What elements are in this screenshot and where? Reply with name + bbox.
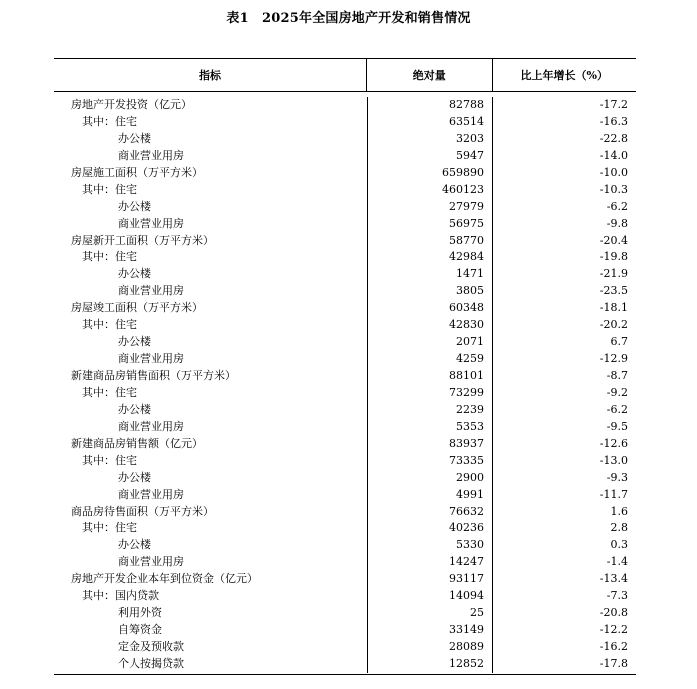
row-label: 其中：住宅 (82, 453, 137, 467)
row-growth: -16.2 (492, 639, 636, 656)
row-label: 房屋竣工面积（万平方米） (71, 301, 203, 315)
table-row (54, 656, 636, 673)
row-growth: -16.3 (492, 114, 636, 131)
table-row (54, 436, 636, 453)
row-value: 83937 (367, 436, 492, 453)
row-growth: -8.7 (492, 368, 636, 385)
row-growth: -10.0 (492, 165, 636, 182)
row-label: 商业营业用房 (118, 487, 184, 501)
row-label: 其中：住宅 (82, 385, 137, 399)
row-growth: -18.1 (492, 300, 636, 317)
row-label: 商业营业用房 (118, 148, 184, 162)
row-value: 2900 (367, 470, 492, 487)
row-growth: -20.8 (492, 605, 636, 622)
row-growth: -14.0 (492, 148, 636, 165)
row-value: 33149 (367, 622, 492, 639)
row-growth: 6.7 (492, 334, 636, 351)
table-row (54, 588, 636, 605)
table-title: 表1 2025年全国房地产开发和销售情况 (226, 11, 471, 26)
row-label: 商业营业用房 (118, 284, 184, 298)
row-label: 自筹资金 (118, 623, 162, 637)
table-row (54, 622, 636, 639)
row-label: 新建商品房销售额（亿元） (71, 436, 203, 450)
table-row (54, 266, 636, 283)
table-row (54, 537, 636, 554)
row-label: 办公楼 (118, 267, 151, 281)
row-value: 42984 (367, 249, 492, 266)
row-value: 73299 (367, 385, 492, 402)
row-label: 商业营业用房 (118, 419, 184, 433)
table-row (54, 148, 636, 165)
row-value: 56975 (367, 216, 492, 233)
row-value: 14094 (367, 588, 492, 605)
row-label: 其中：国内贷款 (82, 589, 159, 603)
row-growth: -12.2 (492, 622, 636, 639)
table-row (54, 571, 636, 588)
row-growth: -13.4 (492, 571, 636, 588)
row-value: 5330 (367, 537, 492, 554)
table-row (54, 216, 636, 233)
table-body (54, 92, 636, 675)
row-value: 659890 (367, 165, 492, 182)
row-label: 商业营业用房 (118, 352, 184, 366)
row-value: 5353 (367, 419, 492, 436)
row-label: 其中：住宅 (82, 250, 137, 264)
header-absolute: 绝对量 (366, 59, 492, 91)
row-growth: -12.6 (492, 436, 636, 453)
row-label: 其中：住宅 (82, 521, 137, 535)
row-value: 88101 (367, 368, 492, 385)
table-row (54, 97, 636, 114)
row-growth: -9.8 (492, 216, 636, 233)
row-label: 办公楼 (118, 470, 151, 484)
row-label: 房地产开发投资（亿元） (71, 98, 192, 111)
row-label: 办公楼 (118, 131, 151, 145)
row-value: 2071 (367, 334, 492, 351)
row-value: 27979 (367, 199, 492, 216)
row-label: 定金及预收款 (118, 640, 184, 653)
row-value: 3805 (367, 283, 492, 300)
row-value: 76632 (367, 504, 492, 521)
row-growth: -11.7 (492, 487, 636, 504)
row-value: 40236 (367, 520, 492, 537)
table-row (54, 639, 636, 656)
row-value: 73335 (367, 453, 492, 470)
row-label: 房屋新开工面积（万平方米） (71, 233, 214, 247)
table-row (54, 182, 636, 199)
row-growth: -9.3 (492, 470, 636, 487)
table-row (54, 470, 636, 487)
row-value: 28089 (367, 639, 492, 656)
table-row (54, 233, 636, 250)
row-value: 4991 (367, 487, 492, 504)
row-growth: 1.6 (492, 504, 636, 521)
row-value: 1471 (367, 266, 492, 283)
table-row (54, 368, 636, 385)
row-value: 60348 (367, 300, 492, 317)
row-label: 商业营业用房 (118, 555, 184, 569)
table-row (54, 334, 636, 351)
table-header (54, 58, 636, 92)
row-label: 房屋施工面积（万平方米） (71, 165, 203, 179)
row-label: 办公楼 (118, 335, 151, 349)
table-row (54, 199, 636, 216)
table-row (54, 554, 636, 571)
row-growth: -9.2 (492, 385, 636, 402)
table-row (54, 402, 636, 419)
row-growth: 0.3 (492, 537, 636, 554)
table-row (54, 351, 636, 368)
row-growth: -22.8 (492, 131, 636, 148)
row-label: 个人按揭贷款 (118, 656, 184, 670)
data-table (54, 58, 636, 675)
row-growth: -17.8 (492, 656, 636, 673)
row-label: 房地产开发企业本年到位资金（亿元） (71, 572, 258, 586)
header-growth: 比上年增长（%） (492, 59, 637, 91)
row-growth: -6.2 (492, 199, 636, 216)
row-value: 25 (367, 605, 492, 622)
table-row (54, 114, 636, 131)
row-label: 利用外资 (118, 606, 162, 620)
row-growth: -20.2 (492, 317, 636, 334)
row-growth: -7.3 (492, 588, 636, 605)
row-value: 4259 (367, 351, 492, 368)
row-label: 办公楼 (118, 402, 151, 416)
row-label: 其中：住宅 (82, 182, 137, 196)
table-row (54, 300, 636, 317)
row-growth: -23.5 (492, 283, 636, 300)
table-row (54, 385, 636, 402)
table-row (54, 504, 636, 521)
row-label: 商业营业用房 (118, 216, 184, 230)
row-value: 5947 (367, 148, 492, 165)
table-row (54, 317, 636, 334)
row-growth: -19.8 (492, 249, 636, 266)
row-growth: -13.0 (492, 453, 636, 470)
row-label: 新建商品房销售面积（万平方米） (71, 369, 236, 382)
table-row (54, 419, 636, 436)
row-value: 93117 (367, 571, 492, 588)
table-row (54, 283, 636, 300)
row-value: 3203 (367, 131, 492, 148)
row-value: 12852 (367, 656, 492, 673)
table-row (54, 249, 636, 266)
row-growth: -10.3 (492, 182, 636, 199)
row-growth: -1.4 (492, 554, 636, 571)
row-growth: -21.9 (492, 266, 636, 283)
table-row (54, 605, 636, 622)
row-value: 82788 (367, 97, 492, 114)
table-row (54, 453, 636, 470)
row-value: 460123 (367, 182, 492, 199)
row-growth: -12.9 (492, 351, 636, 368)
row-value: 42830 (367, 317, 492, 334)
row-growth: -17.2 (492, 97, 636, 114)
row-label: 其中：住宅 (82, 114, 137, 128)
row-growth: -20.4 (492, 233, 636, 250)
row-growth: 2.8 (492, 520, 636, 537)
row-label: 商品房待售面积（万平方米） (71, 504, 214, 518)
table-row (54, 165, 636, 182)
table-row (54, 131, 636, 148)
row-growth: -6.2 (492, 402, 636, 419)
table-row (54, 487, 636, 504)
row-growth: -9.5 (492, 419, 636, 436)
row-value: 58770 (367, 233, 492, 250)
row-label: 办公楼 (118, 199, 151, 213)
row-label: 办公楼 (118, 538, 151, 552)
row-label: 其中：住宅 (82, 318, 137, 332)
row-value: 63514 (367, 114, 492, 131)
row-value: 14247 (367, 554, 492, 571)
table-row (54, 520, 636, 537)
header-indicator: 指标 (198, 69, 221, 82)
row-value: 2239 (367, 402, 492, 419)
